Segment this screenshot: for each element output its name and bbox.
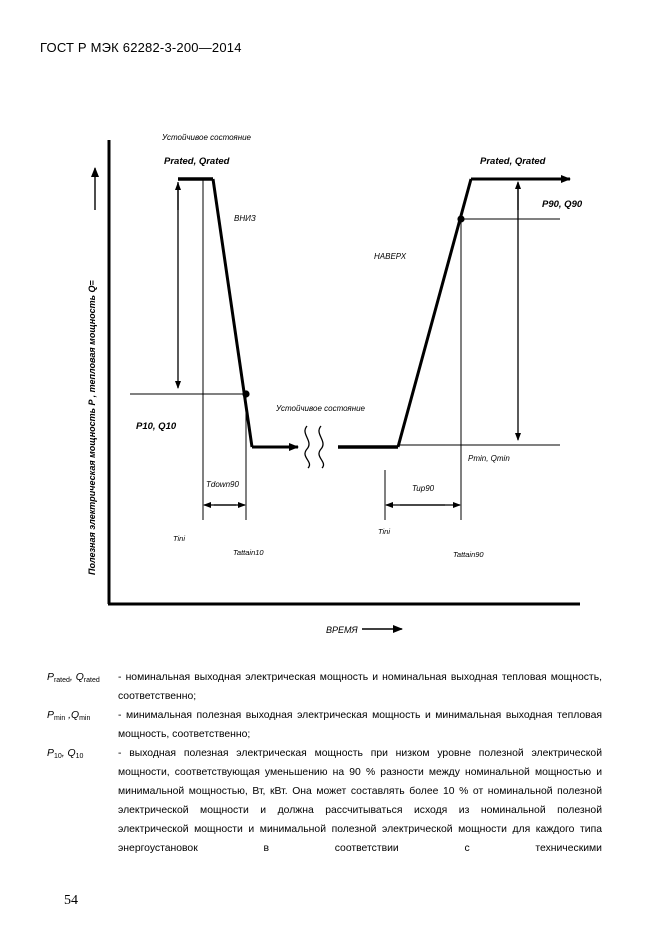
description-rated: - номинальная выходная электрическая мощность и номинальная выходная тепловая мощность, соответственно; bbox=[118, 672, 602, 702]
break-wave-2 bbox=[319, 426, 324, 468]
t-down90-label: Tdown90 bbox=[206, 480, 239, 489]
x-axis-label: ВРЕМЯ bbox=[326, 625, 358, 635]
term-rated: $P_{rated}$, $Q_{rated}$ bbox=[47, 672, 100, 684]
t-attain10-label: Tattain10 bbox=[233, 548, 264, 557]
steady-state-top-label: Устойчивое состояние bbox=[162, 133, 251, 142]
p-min-label: Pmin, Qmin bbox=[468, 454, 510, 463]
break-wave-1 bbox=[305, 426, 310, 468]
term-min: $P_{min}$ $,Q_{min}$ bbox=[47, 710, 91, 722]
steady-state-mid-label: Устойчивое состояние bbox=[276, 404, 365, 413]
description-min: - минимальная полезная выходная электрическая мощность и минимальная выходная тепловая мощность, соответственно; bbox=[118, 710, 602, 740]
symbol-definitions bbox=[47, 668, 602, 858]
p90-point bbox=[457, 215, 464, 222]
p-rated-left-label: Prated, Qrated bbox=[164, 156, 230, 167]
page-number: 54 bbox=[64, 893, 78, 908]
p10-point bbox=[242, 390, 249, 397]
term-p10: $P_{10}$, $Q_{10}$ bbox=[47, 748, 84, 760]
definition-min bbox=[47, 706, 602, 744]
document-header: ГОСТ Р МЭК 62282-3-200—2014 bbox=[40, 40, 242, 55]
p-rated-right-label: Prated, Qrated bbox=[480, 156, 546, 167]
definition-rated bbox=[47, 668, 602, 706]
p90-label: P90, Q90 bbox=[542, 199, 583, 210]
y-axis-label: Полезная электрическая мощность P , тепловая мощность Q= bbox=[87, 280, 97, 575]
t-attain90-label: Tattain90 bbox=[453, 550, 484, 559]
p10-label: P10, Q10 bbox=[136, 421, 177, 432]
up-label: НАВЕРХ bbox=[374, 252, 407, 261]
down-label: ВНИЗ bbox=[234, 214, 256, 223]
t-up90-label: Tup90 bbox=[412, 484, 435, 493]
t-ini-left-label: Tini bbox=[173, 534, 186, 543]
description-p10: - выходная полезная электрическая мощность при низком уровне полезной электрической мощности, соответствующая уменьшению на 90 % разности между номинальной мощностью и минимальной мощностью, Вт, кВт. Она может составлять более 10 % от номинальной полезной электрической мощности и должна рассчитываться исходя из номинальной полезной электрической мощности и минимальной полезной электрической мощности для каждого типа энергоустановок в соответствии с техническими bbox=[118, 748, 603, 854]
t-ini-right-label: Tini bbox=[378, 527, 391, 536]
definition-p10 bbox=[47, 744, 602, 858]
